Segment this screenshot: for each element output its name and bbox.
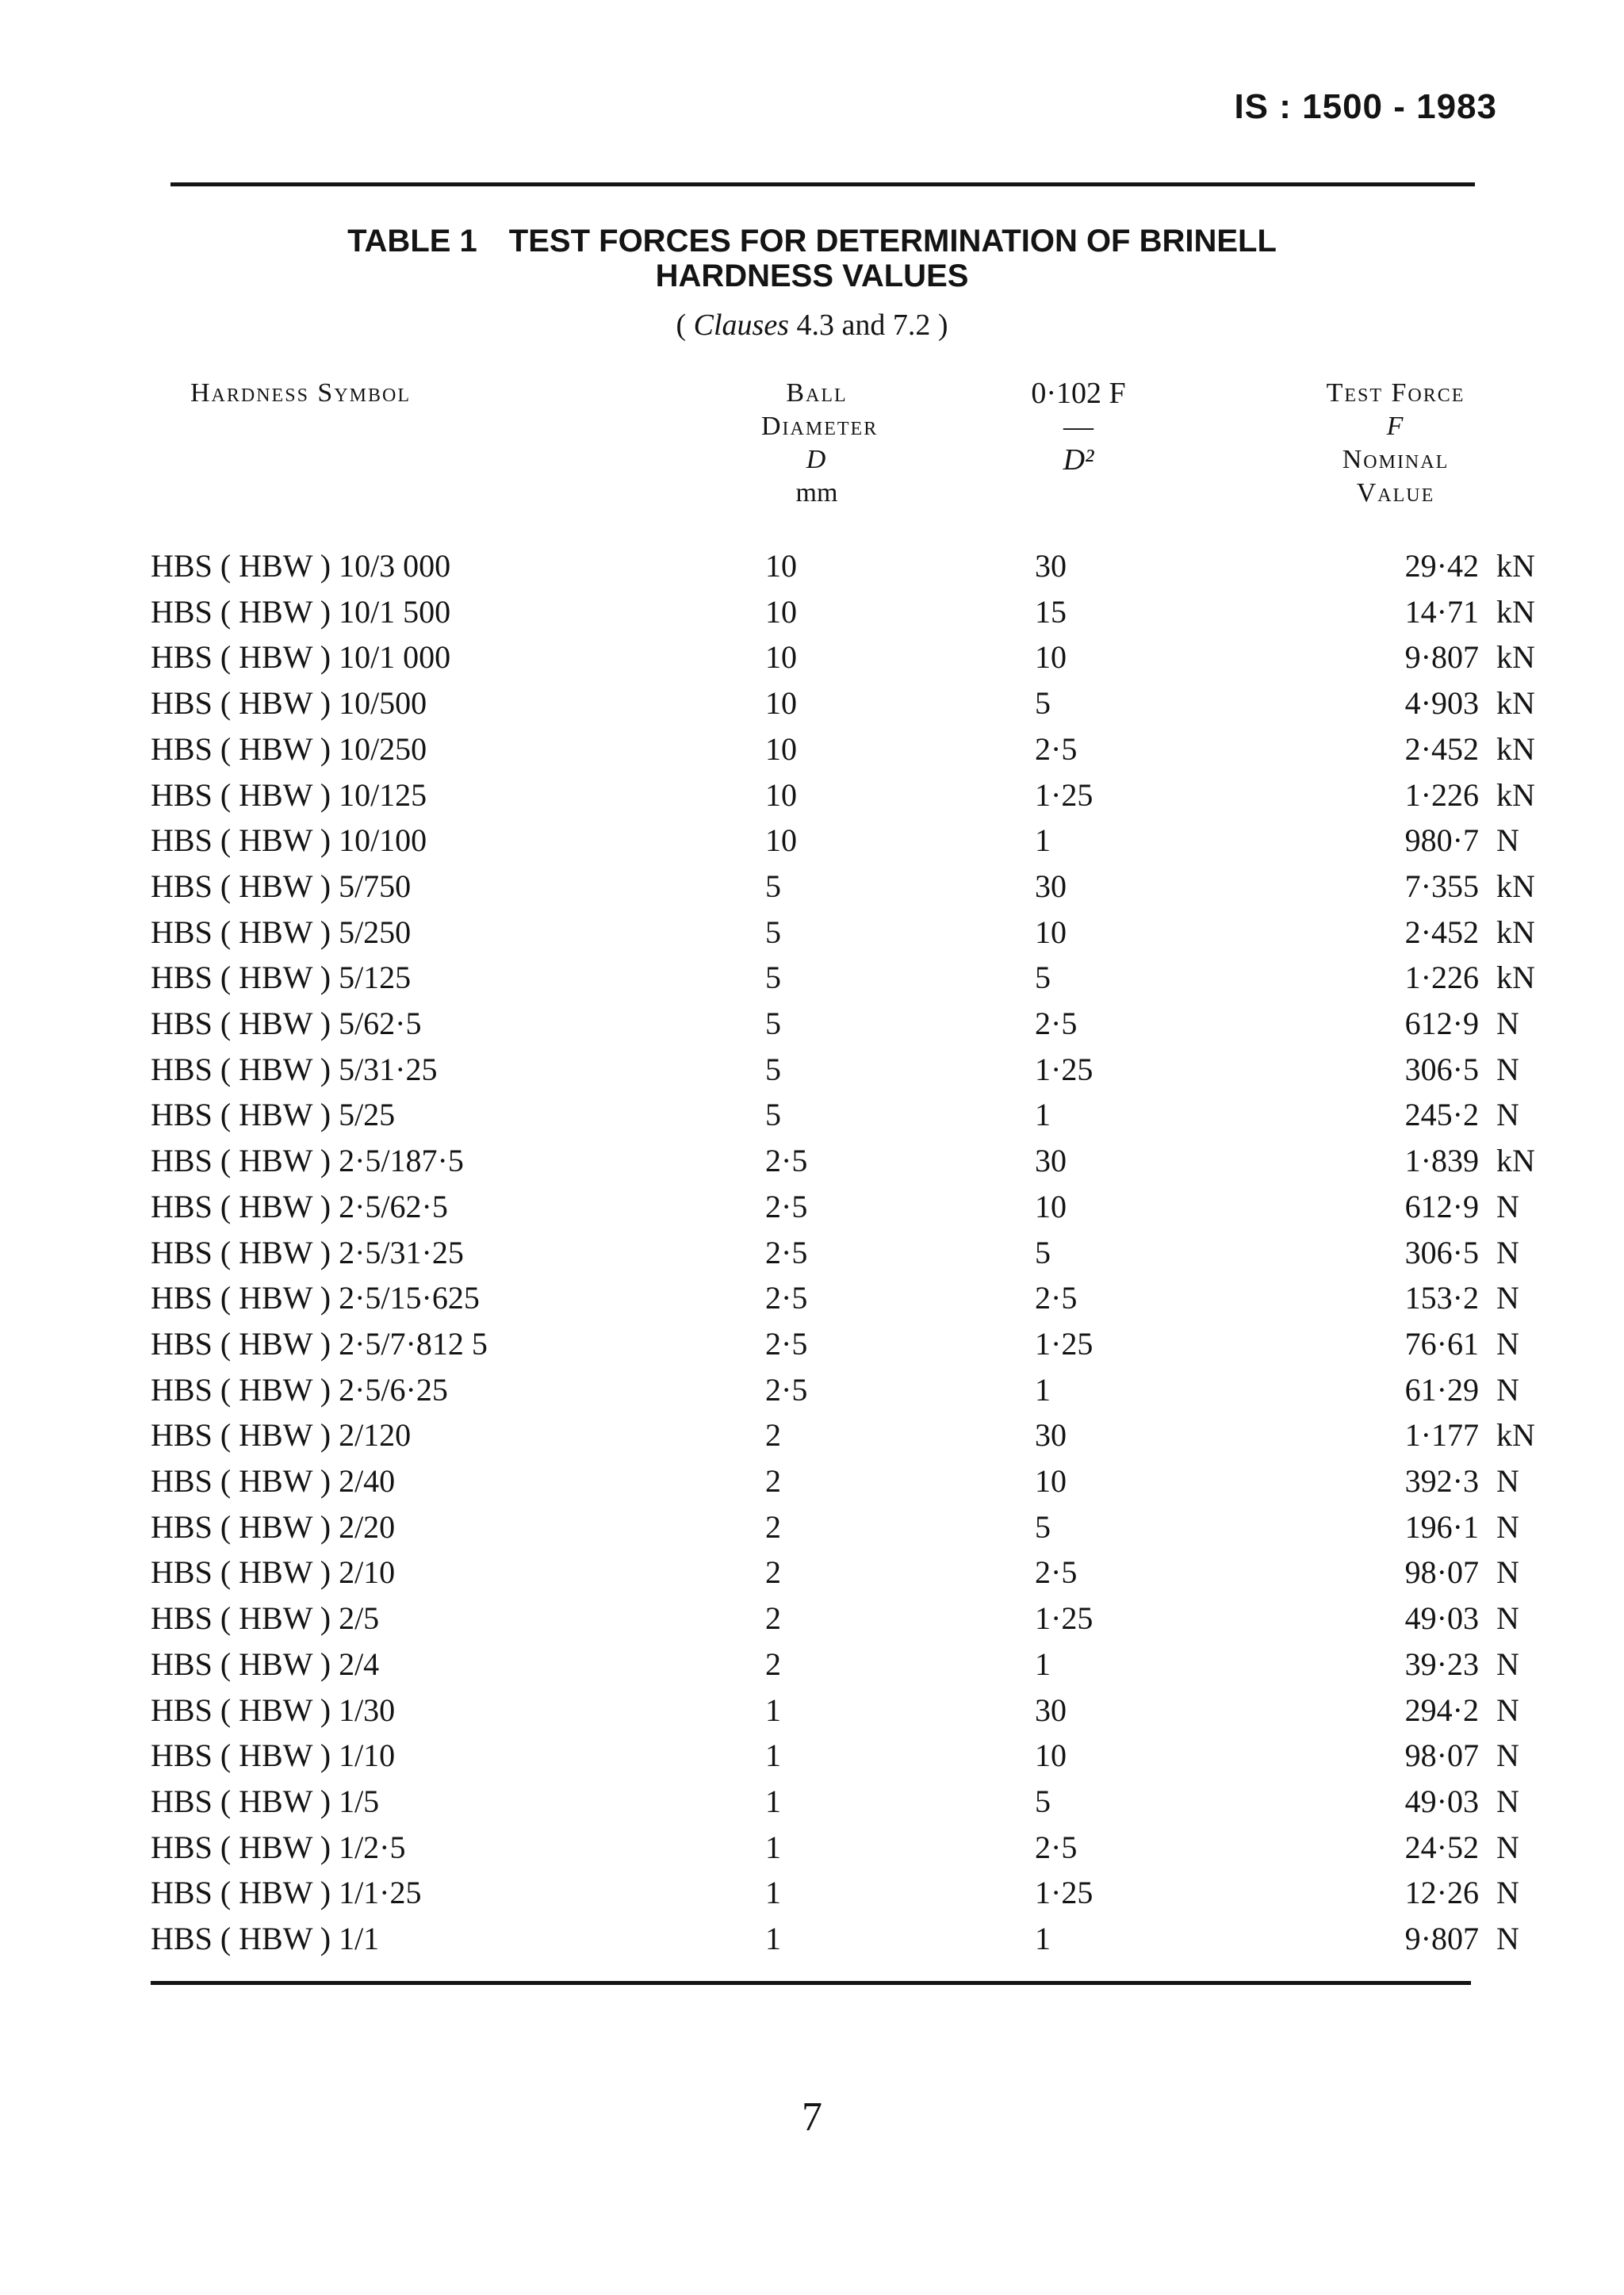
hardness-designation: 2/20 bbox=[339, 1508, 396, 1545]
hardness-symbol: HBS ( HBW ) bbox=[151, 868, 331, 904]
hardness-symbol: HBS ( HBW ) bbox=[151, 1325, 331, 1362]
test-force-unit-cell: N bbox=[1496, 822, 1519, 859]
hardness-designation: 2·5/7·812 5 bbox=[339, 1325, 488, 1362]
hardness-designation: 2/10 bbox=[339, 1554, 396, 1591]
hardness-symbol-cell bbox=[151, 1321, 591, 1367]
table-row bbox=[151, 772, 1544, 818]
test-force-unit-cell: N bbox=[1496, 1875, 1519, 1911]
standard-number: IS : 1500 - 1983 bbox=[1234, 87, 1497, 126]
test-force-value-cell: 2·452 bbox=[1404, 914, 1479, 950]
hardness-symbol-cell bbox=[151, 818, 591, 864]
test-force-unit-cell: kN bbox=[1496, 914, 1535, 950]
hardness-designation: 1/2·5 bbox=[339, 1829, 406, 1865]
test-force-value-cell: 61·29 bbox=[1404, 1371, 1479, 1408]
test-force-unit-cell: kN bbox=[1496, 1143, 1535, 1179]
hardness-symbol-cell bbox=[151, 772, 591, 818]
hardness-symbol-cell bbox=[151, 1550, 591, 1596]
hardness-symbol: HBS ( HBW ) bbox=[151, 822, 331, 859]
table-row bbox=[151, 818, 1544, 864]
test-force-value-cell: 98·07 bbox=[1404, 1554, 1479, 1591]
ratio-header-top: 0·102 F bbox=[1031, 377, 1126, 410]
hardness-designation: 5/125 bbox=[339, 960, 412, 996]
test-force-unit-cell: N bbox=[1496, 1508, 1519, 1545]
test-force-value-cell: 392·3 bbox=[1404, 1463, 1479, 1500]
force-ratio-cell: 10 bbox=[1035, 1463, 1067, 1500]
test-force-value-cell: 29·42 bbox=[1404, 548, 1479, 584]
hardness-symbol-cell bbox=[151, 1367, 591, 1413]
test-force-value-cell: 306·5 bbox=[1404, 1051, 1479, 1087]
ball-header-line1: Ball bbox=[786, 378, 848, 408]
force-ratio-cell: 1·25 bbox=[1035, 1600, 1094, 1637]
ball-diameter-cell: 2·5 bbox=[765, 1143, 808, 1179]
test-force-unit-cell: N bbox=[1496, 1371, 1519, 1408]
ball-diameter-cell: 2·5 bbox=[765, 1280, 808, 1316]
table-title-line1 bbox=[0, 224, 1624, 259]
test-force-unit-cell: kN bbox=[1496, 868, 1535, 904]
force-ratio-cell: 2·5 bbox=[1035, 1829, 1078, 1865]
force-ratio-cell: 30 bbox=[1035, 1143, 1067, 1179]
hardness-designation: 5/25 bbox=[339, 1097, 396, 1133]
force-ratio-cell: 30 bbox=[1035, 1417, 1067, 1454]
hardness-symbol-cell bbox=[151, 1779, 591, 1825]
test-force-unit-cell: N bbox=[1496, 1829, 1519, 1865]
ball-diameter-cell: 1 bbox=[765, 1783, 781, 1819]
ball-diameter-cell: 2·5 bbox=[765, 1188, 808, 1224]
hardness-designation: 1/30 bbox=[339, 1692, 396, 1728]
hardness-symbol-cell bbox=[151, 1870, 591, 1916]
test-force-value-cell: 612·9 bbox=[1404, 1006, 1479, 1042]
table-title bbox=[0, 224, 1624, 293]
force-ratio-cell: 1·25 bbox=[1035, 1325, 1094, 1362]
table-row bbox=[151, 1138, 1544, 1184]
force-ratio-cell: 5 bbox=[1035, 960, 1051, 996]
ball-diameter-cell: 5 bbox=[765, 1097, 781, 1133]
force-ratio-cell: 10 bbox=[1035, 639, 1067, 676]
ball-diameter-cell: 2 bbox=[765, 1646, 781, 1682]
force-ratio-cell: 15 bbox=[1035, 593, 1067, 630]
hardness-table-body bbox=[151, 543, 1544, 1962]
test-force-value-cell: 245·2 bbox=[1404, 1097, 1479, 1133]
test-force-unit-cell: kN bbox=[1496, 960, 1535, 996]
hardness-symbol-cell bbox=[151, 1412, 591, 1458]
test-force-value-cell: 24·52 bbox=[1404, 1829, 1479, 1865]
ball-diameter-cell: 5 bbox=[765, 960, 781, 996]
clauses-reference: ( Clauses 4.3 and 7.2 ) bbox=[676, 308, 948, 342]
hardness-designation: 10/125 bbox=[339, 776, 427, 813]
force-ratio-cell: 10 bbox=[1035, 1738, 1067, 1774]
table-row bbox=[151, 955, 1544, 1001]
test-force-unit-cell: N bbox=[1496, 1280, 1519, 1316]
table-row bbox=[151, 1367, 1544, 1413]
force-ratio-cell: 2·5 bbox=[1035, 1006, 1078, 1042]
hardness-designation: 2/120 bbox=[339, 1417, 412, 1454]
hardness-symbol-cell bbox=[151, 680, 591, 726]
hardness-symbol-cell bbox=[151, 1458, 591, 1504]
hardness-symbol-cell bbox=[151, 1138, 591, 1184]
hardness-symbol: HBS ( HBW ) bbox=[151, 1188, 331, 1224]
hardness-symbol: HBS ( HBW ) bbox=[151, 1738, 331, 1774]
hardness-designation: 2/5 bbox=[339, 1600, 380, 1637]
table-row bbox=[151, 1916, 1544, 1962]
table-row bbox=[151, 1504, 1544, 1550]
ball-diameter-cell: 1 bbox=[765, 1921, 781, 1957]
ball-header-symbol: D bbox=[806, 445, 828, 474]
test-force-value-cell: 12·26 bbox=[1404, 1875, 1479, 1911]
hardness-designation: 2/4 bbox=[339, 1646, 380, 1682]
table-row bbox=[151, 726, 1544, 772]
ball-diameter-cell: 5 bbox=[765, 1051, 781, 1087]
table-row bbox=[151, 1825, 1544, 1871]
ball-header-unit: mm bbox=[795, 478, 838, 508]
ball-diameter-cell: 1 bbox=[765, 1692, 781, 1728]
table-title-line2: HARDNESS VALUES bbox=[655, 259, 969, 293]
force-ratio-cell: 5 bbox=[1035, 685, 1051, 722]
bottom-rule bbox=[151, 1981, 1471, 1985]
test-force-unit-cell: kN bbox=[1496, 730, 1535, 767]
hardness-designation: 10/100 bbox=[339, 822, 427, 859]
force-header-line2: Nominal bbox=[1342, 445, 1450, 474]
table-row bbox=[151, 1001, 1544, 1047]
ball-diameter-cell: 10 bbox=[765, 776, 797, 813]
test-force-value-cell: 39·23 bbox=[1404, 1646, 1479, 1682]
hardness-symbol: HBS ( HBW ) bbox=[151, 593, 331, 630]
table-row bbox=[151, 1184, 1544, 1230]
ball-header-line2: Diameter bbox=[761, 412, 879, 441]
test-force-value-cell: 294·2 bbox=[1404, 1692, 1479, 1728]
test-force-unit-cell: N bbox=[1496, 1051, 1519, 1087]
force-ratio-cell: 30 bbox=[1035, 548, 1067, 584]
ball-diameter-cell: 5 bbox=[765, 914, 781, 950]
hardness-symbol: HBS ( HBW ) bbox=[151, 1371, 331, 1408]
test-force-unit-cell: N bbox=[1496, 1006, 1519, 1042]
hardness-symbol: HBS ( HBW ) bbox=[151, 776, 331, 813]
ball-diameter-cell: 2 bbox=[765, 1554, 781, 1591]
test-force-unit-cell: N bbox=[1496, 1554, 1519, 1591]
hardness-symbol-cell bbox=[151, 955, 591, 1001]
force-ratio-cell: 5 bbox=[1035, 1234, 1051, 1270]
hardness-symbol: HBS ( HBW ) bbox=[151, 1692, 331, 1728]
hardness-symbol-cell bbox=[151, 1047, 591, 1093]
test-force-value-cell: 9·807 bbox=[1404, 1921, 1479, 1957]
hardness-designation: 1/1·25 bbox=[339, 1875, 422, 1911]
hardness-symbol: HBS ( HBW ) bbox=[151, 1600, 331, 1637]
hardness-symbol: HBS ( HBW ) bbox=[151, 1143, 331, 1179]
test-force-unit-cell: kN bbox=[1496, 685, 1535, 722]
test-force-unit-cell: kN bbox=[1496, 548, 1535, 584]
ball-diameter-cell: 2·5 bbox=[765, 1371, 808, 1408]
test-force-unit-cell: N bbox=[1496, 1600, 1519, 1637]
hardness-symbol-cell bbox=[151, 1184, 591, 1230]
table-row bbox=[151, 1688, 1544, 1734]
ball-diameter-cell: 2 bbox=[765, 1463, 781, 1500]
table-row bbox=[151, 1230, 1544, 1276]
force-ratio-cell: 5 bbox=[1035, 1783, 1051, 1819]
table-row bbox=[151, 1321, 1544, 1367]
hardness-symbol: HBS ( HBW ) bbox=[151, 1783, 331, 1819]
hardness-symbol-cell bbox=[151, 1092, 591, 1138]
force-header-line1: Test Force bbox=[1326, 378, 1465, 408]
test-force-value-cell: 153·2 bbox=[1404, 1280, 1479, 1316]
hardness-symbol: HBS ( HBW ) bbox=[151, 960, 331, 996]
table-row bbox=[151, 1458, 1544, 1504]
hardness-designation: 5/750 bbox=[339, 868, 412, 904]
force-ratio-cell: 1 bbox=[1035, 1371, 1051, 1408]
test-force-value-cell: 98·07 bbox=[1404, 1738, 1479, 1774]
hardness-symbol-cell bbox=[151, 910, 591, 956]
hardness-symbol: HBS ( HBW ) bbox=[151, 914, 331, 950]
clauses-refs: 4.3 and 7.2 bbox=[796, 308, 931, 342]
test-force-value-cell: 7·355 bbox=[1404, 868, 1479, 904]
hardness-symbol: HBS ( HBW ) bbox=[151, 639, 331, 676]
test-force-value-cell: 306·5 bbox=[1404, 1234, 1479, 1270]
test-force-value-cell: 196·1 bbox=[1404, 1508, 1479, 1545]
column-header-ball-diameter bbox=[761, 377, 879, 510]
table-row bbox=[151, 1870, 1544, 1916]
hardness-designation: 2/40 bbox=[339, 1463, 396, 1500]
table-row bbox=[151, 1642, 1544, 1688]
test-force-unit-cell: N bbox=[1496, 1692, 1519, 1728]
ball-diameter-cell: 10 bbox=[765, 685, 797, 722]
test-force-unit-cell: N bbox=[1496, 1188, 1519, 1224]
test-force-value-cell: 980·7 bbox=[1404, 822, 1479, 859]
hardness-designation: 10/500 bbox=[339, 685, 427, 722]
table-row bbox=[151, 910, 1544, 956]
force-ratio-cell: 10 bbox=[1035, 914, 1067, 950]
hardness-designation: 10/1 000 bbox=[339, 639, 451, 676]
hardness-designation: 2·5/187·5 bbox=[339, 1143, 464, 1179]
hardness-symbol: HBS ( HBW ) bbox=[151, 1006, 331, 1042]
force-header-line3: Value bbox=[1356, 478, 1435, 508]
hardness-symbol: HBS ( HBW ) bbox=[151, 1280, 331, 1316]
test-force-value-cell: 76·61 bbox=[1404, 1325, 1479, 1362]
hardness-symbol-cell bbox=[151, 1230, 591, 1276]
table-row bbox=[151, 1412, 1544, 1458]
hardness-symbol: HBS ( HBW ) bbox=[151, 1554, 331, 1591]
force-ratio-cell: 30 bbox=[1035, 1692, 1067, 1728]
ball-diameter-cell: 2·5 bbox=[765, 1325, 808, 1362]
force-ratio-cell: 1·25 bbox=[1035, 1051, 1094, 1087]
test-force-unit-cell: kN bbox=[1496, 593, 1535, 630]
ratio-header-bar: — bbox=[1063, 410, 1094, 443]
column-header-ratio bbox=[1007, 377, 1150, 477]
table-row bbox=[151, 1779, 1544, 1825]
hardness-symbol-cell bbox=[151, 1688, 591, 1734]
table-row bbox=[151, 543, 1544, 589]
hardness-symbol-cell bbox=[151, 1504, 591, 1550]
hardness-symbol-cell bbox=[151, 864, 591, 910]
hardness-symbol: HBS ( HBW ) bbox=[151, 1875, 331, 1911]
force-ratio-cell: 1·25 bbox=[1035, 776, 1094, 813]
test-force-value-cell: 1·177 bbox=[1404, 1417, 1479, 1454]
clauses-word: Clauses bbox=[693, 308, 789, 342]
hardness-symbol: HBS ( HBW ) bbox=[151, 1646, 331, 1682]
force-ratio-cell: 1 bbox=[1035, 822, 1051, 859]
ball-diameter-cell: 10 bbox=[765, 548, 797, 584]
hardness-designation: 1/5 bbox=[339, 1783, 380, 1819]
hardness-symbol-cell bbox=[151, 1001, 591, 1047]
table-row bbox=[151, 634, 1544, 680]
hardness-symbol-cell bbox=[151, 543, 591, 589]
table-row bbox=[151, 1047, 1544, 1093]
hardness-symbol-cell bbox=[151, 1642, 591, 1688]
column-header-symbol: Hardness Symbol bbox=[190, 378, 411, 408]
table-row bbox=[151, 1596, 1544, 1642]
hardness-symbol: HBS ( HBW ) bbox=[151, 1051, 331, 1087]
hardness-designation: 1/1 bbox=[339, 1921, 380, 1957]
table-row bbox=[151, 1550, 1544, 1596]
force-ratio-cell: 2·5 bbox=[1035, 1280, 1078, 1316]
hardness-designation: 5/62·5 bbox=[339, 1006, 422, 1042]
table-row bbox=[151, 1275, 1544, 1321]
hardness-designation: 2·5/31·25 bbox=[339, 1234, 464, 1270]
hardness-symbol: HBS ( HBW ) bbox=[151, 1097, 331, 1133]
hardness-symbol-cell bbox=[151, 1825, 591, 1871]
hardness-table bbox=[151, 543, 1544, 1962]
force-ratio-cell: 5 bbox=[1035, 1508, 1051, 1545]
hardness-designation: 10/1 500 bbox=[339, 593, 451, 630]
ratio-header-bottom: D² bbox=[1063, 443, 1094, 477]
table-title-text: TEST FORCES FOR DETERMINATION OF BRINELL bbox=[508, 224, 1277, 259]
force-ratio-cell: 2·5 bbox=[1035, 1554, 1078, 1591]
hardness-symbol: HBS ( HBW ) bbox=[151, 730, 331, 767]
hardness-designation: 1/10 bbox=[339, 1738, 396, 1774]
hardness-designation: 2·5/15·625 bbox=[339, 1280, 480, 1316]
test-force-unit-cell: N bbox=[1496, 1325, 1519, 1362]
test-force-unit-cell: kN bbox=[1496, 639, 1535, 676]
ball-diameter-cell: 10 bbox=[765, 730, 797, 767]
hardness-symbol-cell bbox=[151, 1916, 591, 1962]
ball-diameter-cell: 5 bbox=[765, 1006, 781, 1042]
hardness-symbol: HBS ( HBW ) bbox=[151, 1508, 331, 1545]
force-ratio-cell: 1 bbox=[1035, 1921, 1051, 1957]
force-ratio-cell: 10 bbox=[1035, 1188, 1067, 1224]
force-ratio-cell: 1 bbox=[1035, 1097, 1051, 1133]
ball-diameter-cell: 1 bbox=[765, 1738, 781, 1774]
hardness-symbol: HBS ( HBW ) bbox=[151, 1921, 331, 1957]
table-row bbox=[151, 589, 1544, 635]
hardness-symbol: HBS ( HBW ) bbox=[151, 1463, 331, 1500]
test-force-unit-cell: N bbox=[1496, 1783, 1519, 1819]
test-force-unit-cell: N bbox=[1496, 1463, 1519, 1500]
ball-diameter-cell: 2 bbox=[765, 1600, 781, 1637]
ball-diameter-cell: 10 bbox=[765, 639, 797, 676]
test-force-unit-cell: N bbox=[1496, 1738, 1519, 1774]
ball-diameter-cell: 10 bbox=[765, 593, 797, 630]
test-force-value-cell: 2·452 bbox=[1404, 730, 1479, 767]
table-row bbox=[151, 680, 1544, 726]
test-force-value-cell: 49·03 bbox=[1404, 1600, 1479, 1637]
hardness-symbol-cell bbox=[151, 1733, 591, 1779]
ball-diameter-cell: 2 bbox=[765, 1508, 781, 1545]
hardness-designation: 5/250 bbox=[339, 914, 412, 950]
hardness-symbol: HBS ( HBW ) bbox=[151, 685, 331, 722]
test-force-value-cell: 1·839 bbox=[1404, 1143, 1479, 1179]
page-number: 7 bbox=[802, 2094, 822, 2140]
hardness-symbol: HBS ( HBW ) bbox=[151, 1234, 331, 1270]
hardness-symbol: HBS ( HBW ) bbox=[151, 548, 331, 584]
test-force-value-cell: 612·9 bbox=[1404, 1188, 1479, 1224]
hardness-designation: 10/3 000 bbox=[339, 548, 451, 584]
ball-diameter-cell: 2·5 bbox=[765, 1234, 808, 1270]
top-rule bbox=[170, 182, 1475, 186]
hardness-designation: 2·5/6·25 bbox=[339, 1371, 448, 1408]
test-force-unit-cell: kN bbox=[1496, 1417, 1535, 1454]
hardness-symbol-cell bbox=[151, 1596, 591, 1642]
force-ratio-cell: 30 bbox=[1035, 868, 1067, 904]
table-row bbox=[151, 864, 1544, 910]
ball-diameter-cell: 10 bbox=[765, 822, 797, 859]
hardness-symbol-cell bbox=[151, 589, 591, 635]
column-header-test-force bbox=[1293, 377, 1499, 510]
test-force-value-cell: 4·903 bbox=[1404, 685, 1479, 722]
force-ratio-cell: 1·25 bbox=[1035, 1875, 1094, 1911]
test-force-unit-cell: N bbox=[1496, 1646, 1519, 1682]
ball-diameter-cell: 1 bbox=[765, 1875, 781, 1911]
test-force-value-cell: 49·03 bbox=[1404, 1783, 1479, 1819]
hardness-symbol-cell bbox=[151, 634, 591, 680]
hardness-symbol: HBS ( HBW ) bbox=[151, 1829, 331, 1865]
hardness-designation: 10/250 bbox=[339, 730, 427, 767]
table-row bbox=[151, 1733, 1544, 1779]
test-force-unit-cell: N bbox=[1496, 1234, 1519, 1270]
test-force-unit-cell: N bbox=[1496, 1921, 1519, 1957]
test-force-value-cell: 14·71 bbox=[1404, 593, 1479, 630]
hardness-symbol-cell bbox=[151, 726, 591, 772]
table-row bbox=[151, 1092, 1544, 1138]
ball-diameter-cell: 5 bbox=[765, 868, 781, 904]
force-header-symbol: F bbox=[1386, 412, 1405, 441]
ball-diameter-cell: 2 bbox=[765, 1417, 781, 1454]
test-force-unit-cell: N bbox=[1496, 1097, 1519, 1133]
test-force-value-cell: 9·807 bbox=[1404, 639, 1479, 676]
test-force-value-cell: 1·226 bbox=[1404, 960, 1479, 996]
ball-diameter-cell: 1 bbox=[765, 1829, 781, 1865]
hardness-designation: 2·5/62·5 bbox=[339, 1188, 448, 1224]
table-number: TABLE 1 bbox=[347, 224, 477, 259]
test-force-unit-cell: kN bbox=[1496, 776, 1535, 813]
hardness-designation: 5/31·25 bbox=[339, 1051, 438, 1087]
force-ratio-cell: 1 bbox=[1035, 1646, 1051, 1682]
test-force-value-cell: 1·226 bbox=[1404, 776, 1479, 813]
hardness-symbol: HBS ( HBW ) bbox=[151, 1417, 331, 1454]
hardness-symbol-cell bbox=[151, 1275, 591, 1321]
force-ratio-cell: 2·5 bbox=[1035, 730, 1078, 767]
